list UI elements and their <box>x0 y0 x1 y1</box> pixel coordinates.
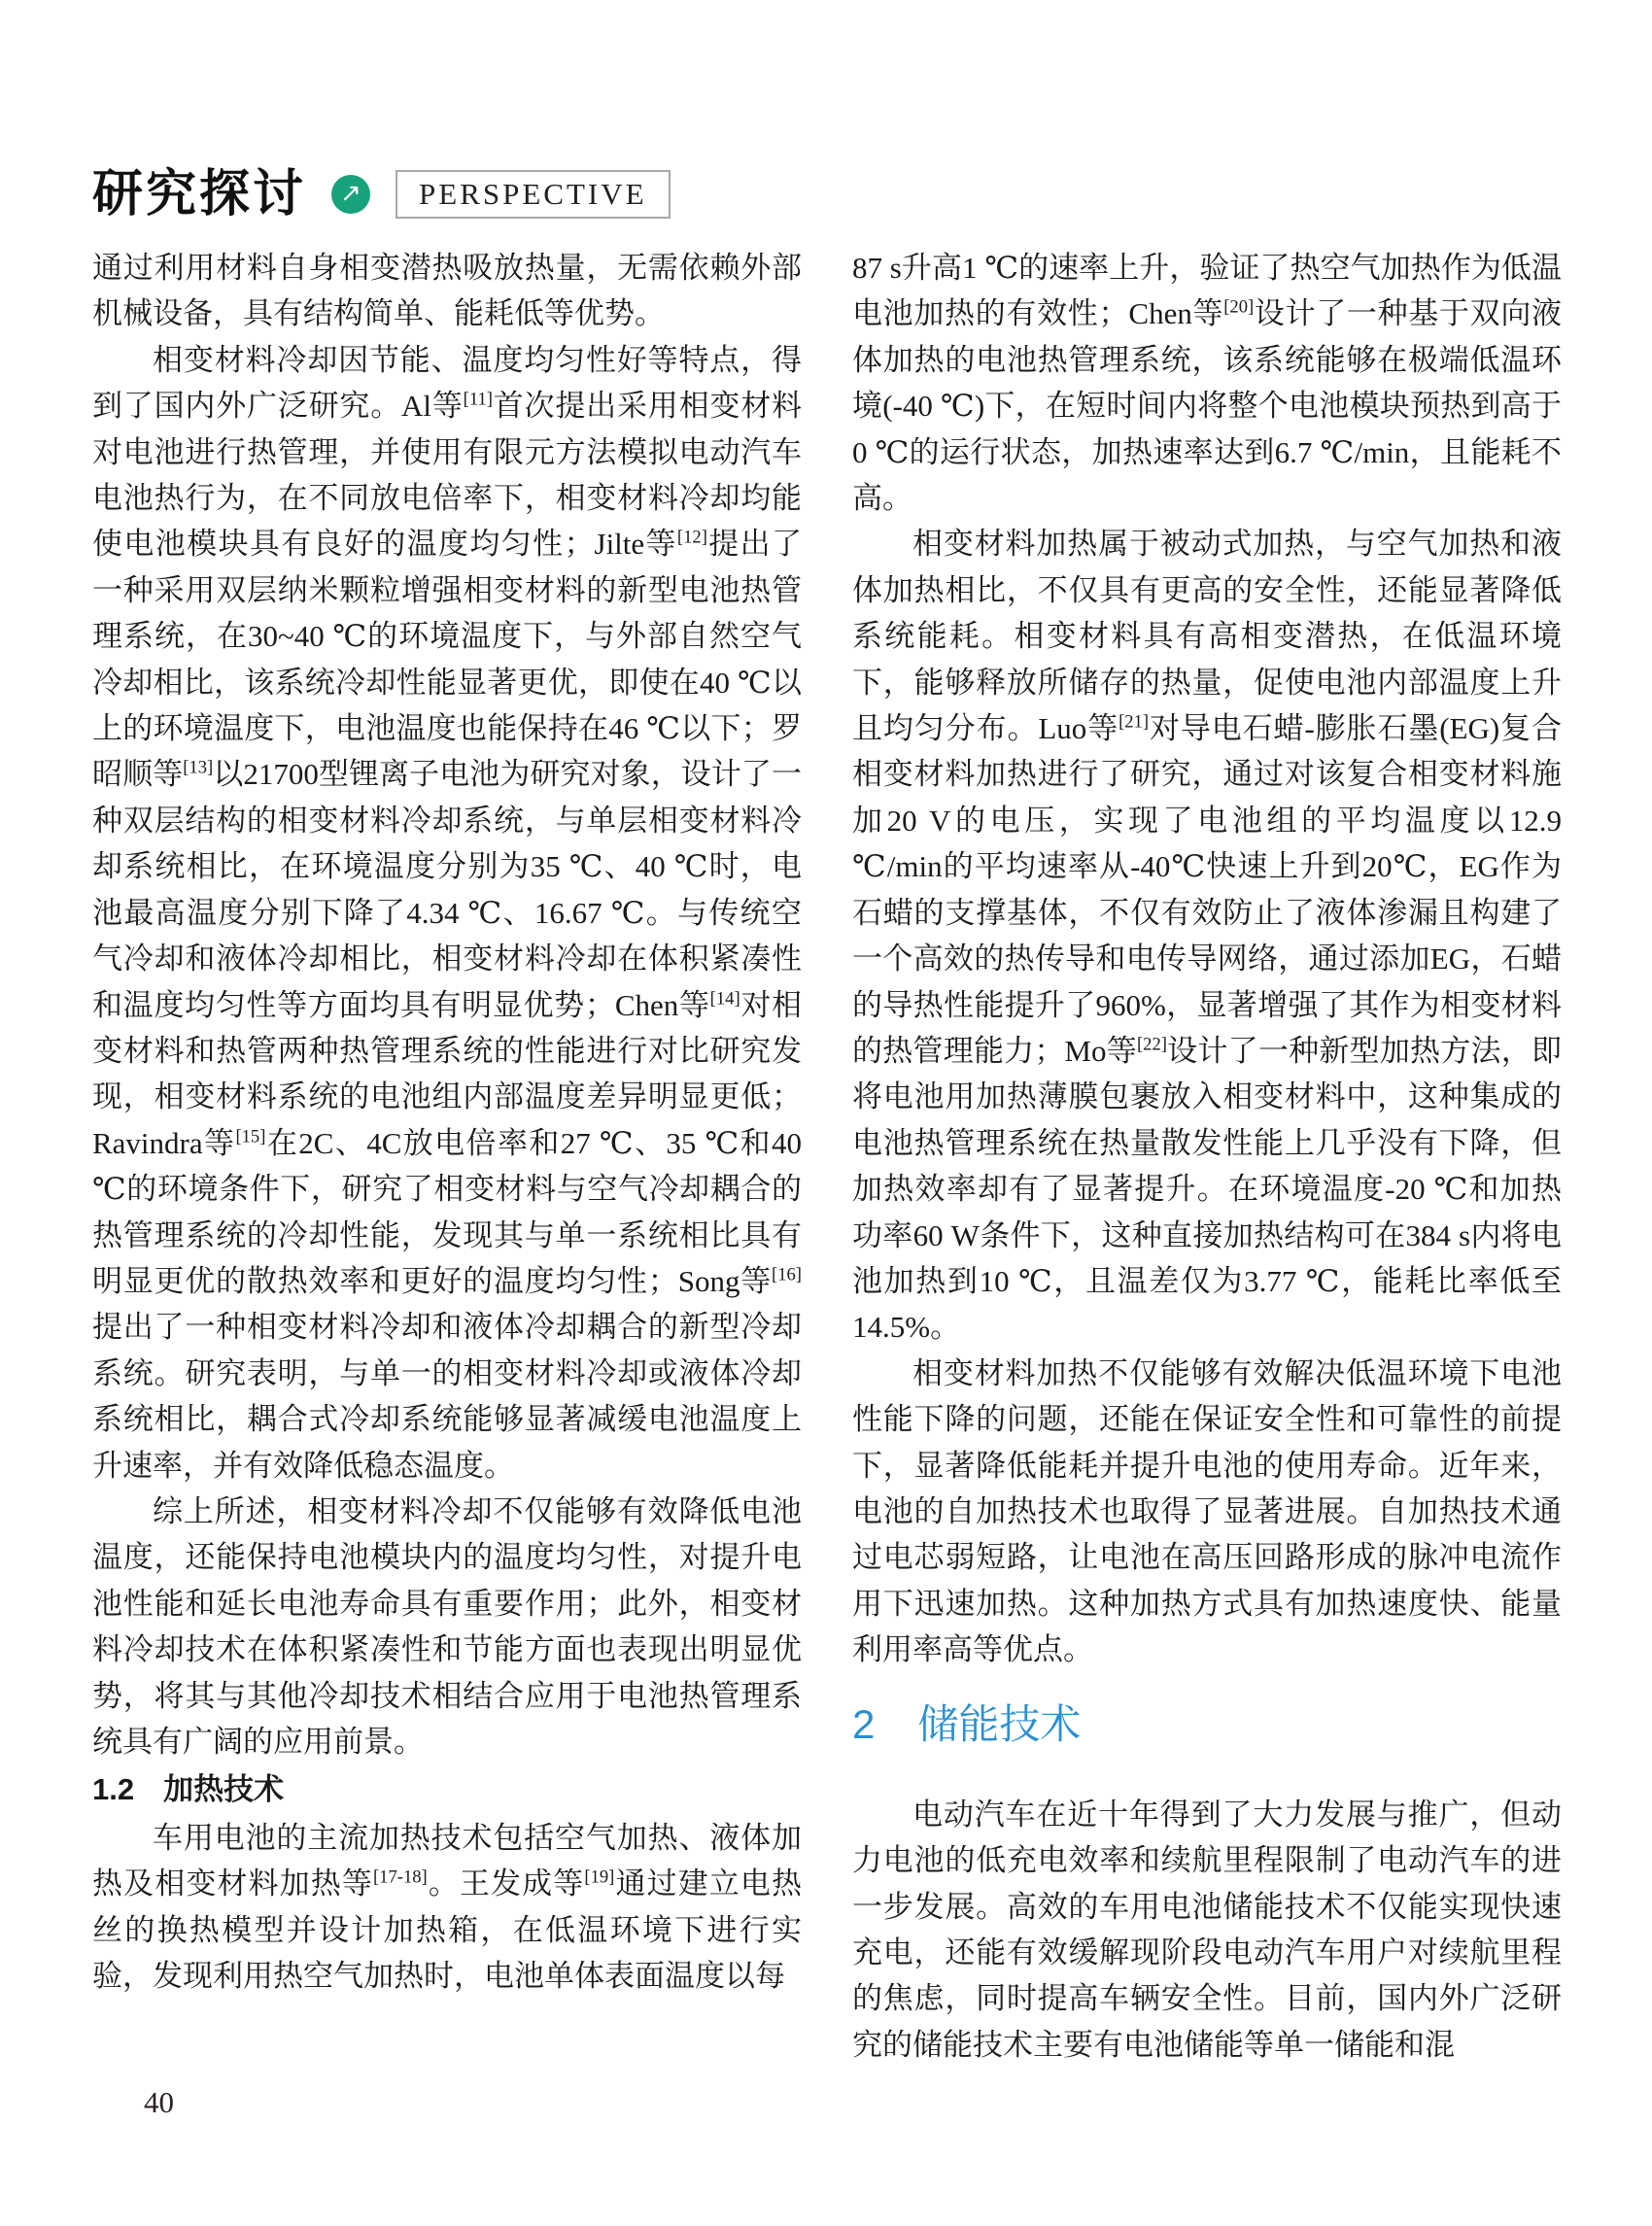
paragraph: 通过利用材料自身相变潜热吸放热量，无需依赖外部机械设备，具有结构简单、能耗低等优势。 <box>92 251 802 331</box>
paragraph: 87 s升高1 ℃的速率上升，验证了热空气加热作为低温电池加热的有效性；Chen等[20]设计了一种基于双向液体加热的电池热管理系统，该系统能够在极端低温环境(-40 ℃)下，在短时间内将整个电池模块预热到高于0 ℃的运行状态，加热速率达到6.7 ℃/min，且能耗不高。 <box>852 251 1563 516</box>
subsection-heading-1-2 <box>92 1766 802 1812</box>
section-number: 2 <box>852 1700 876 1747</box>
arrow-badge-icon <box>331 175 370 214</box>
column-title-en: PERSPECTIVE <box>396 170 671 219</box>
paragraph: 车用电池的主流加热技术包括空气加热、液体加热及相变材料加热等[17-18]。王发成等[19]通过建立电热丝的换热模型并设计加热箱，在低温环境下进行实验，发现利用热空气加热时，电池单体表面温度以每 <box>92 1820 803 1994</box>
right-column <box>852 245 1562 2068</box>
subsection-title: 加热技术 <box>163 1772 285 1807</box>
paragraph: 相变材料加热不仅能够有效解决低温环境下电池性能下降的问题，还能在保证安全性和可靠性的前提下，显著降低能耗并提升电池的使用寿命。近年来，电池的自加热技术也取得了显著进展。自加热技术通过电芯弱短路，让电池在高压回路形成的脉冲电流作用下迅速加热。这种加热方式具有加热速度快、能量利用率高等优点。 <box>852 1355 1562 1667</box>
two-column-body <box>92 245 1562 2068</box>
paragraph: 电动汽车在近十年得到了大力发展与推广，但动力电池的低充电效率和续航里程限制了电动汽车的进一步发展。高效的车用电池储能技术不仅能实现快速充电，还能有效缓解现阶段电动汽车用户对续航里程的焦虑，同时提高车辆安全性。目前，国内外广泛研究的储能技术主要有电池储能等单一储能和混 <box>852 1797 1562 2062</box>
section-heading-2 <box>852 1702 1562 1747</box>
subsection-number: 1.2 <box>92 1772 135 1807</box>
left-column <box>92 245 802 2068</box>
column-title-cn: 研究探讨 <box>92 166 307 223</box>
paragraph: 相变材料冷却因节能、温度均匀性好等特点，得到了国内外广泛研究。Al等[11]首次提出采用相变材料对电池进行热管理，并使用有限元方法模拟电动汽车电池热行为，在不同放电倍率下，相变材料冷却均能使电池模块具有良好的温度均匀性；Jilte等[12]提出了一种采用双层纳米颗粒增强相变材料的新型电池热管理系统，在30~40 ℃的环境温度下，与外部自然空气冷却相比，该系统冷却性能显著更优，即使在40 ℃以上的环境温度下，电池温度也能保持在46 ℃以下；罗昭顺等[13]以21700型锂离子电池为研究对象，设计了一种双层结构的相变材料冷却系统，与单层相变材料冷却系统相比，在环境温度分别为35 ℃、40 ℃时，电池最高温度分别下降了4.34 ℃、16.67 ℃。与传统空气冷却和液体冷却相比，相变材料冷却在体积紧凑性和温度均匀性等方面均具有明显优势；Chen等[14]对相变材料和热管两种热管理系统的性能进行对比研究发现，相变材料系统的电池组内部温度差异明显更低；Ravindra等[15]在2C、4C放电倍率和27 ℃、35 ℃和40 ℃的环境条件下，研究了相变材料与空气冷却耦合的热管理系统的冷却性能，发现其与单一系统相比具有明显更优的散热效率和更好的温度均匀性；Song等[16]提出了一种相变材料冷却和液体冷却耦合的新型冷却系统。研究表明，与单一的相变材料冷却或液体冷却系统相比，耦合式冷却系统能够显著减缓电池温度上升速率，并有效降低稳态温度。 <box>92 342 803 1483</box>
page-header <box>92 163 671 225</box>
up-right-arrow-icon: ↗ <box>340 179 361 208</box>
paragraph: 综上所述，相变材料冷却不仅能够有效降低电池温度，还能保持电池模块内的温度均匀性，对提升电池性能和延长电池寿命具有重要作用；此外，相变材料冷却技术在体积紧凑性和节能方面也表现出明显优势，将其与其他冷却技术相结合应用于电池热管理系统具有广阔的应用前景。 <box>92 1493 802 1759</box>
page-number: 40 <box>144 2085 174 2119</box>
section-title: 储能技术 <box>917 1700 1082 1747</box>
paragraph: 相变材料加热属于被动式加热，与空气加热和液体加热相比，不仅具有更高的安全性，还能显著降低系统能耗。相变材料具有高相变潜热，在低温环境下，能够释放所储存的热量，促使电池内部温度上升且均匀分布。Luo等[21]对导电石蜡-膨胀石墨(EG)复合相变材料加热进行了研究，通过对该复合相变材料施加20 V的电压，实现了电池组的平均温度以12.9 ℃/min的平均速率从-40℃快速上升到20℃，EG作为石蜡的支撑基体，不仅有效防止了液体渗漏且构建了一个高效的热传导和电传导网络，通过添加EG，石蜡的导热性能提升了960%，显著增强了其作为相变材料的热管理能力；Mo等[22]设计了一种新型加热方法，即将电池用加热薄膜包裹放入相变材料中，这种集成的电池热管理系统在热量散发性能上几乎没有下降，但加热效率却有了显著提升。在环境温度-20 ℃和加热功率60 W条件下，这种直接加热结构可在384 s内将电池加热到10 ℃，且温差仅为3.77 ℃，能耗比率低至14.5%。 <box>852 527 1562 1345</box>
